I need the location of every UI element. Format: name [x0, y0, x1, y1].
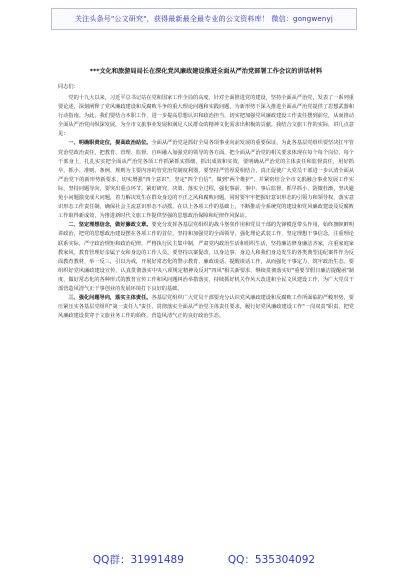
paragraph: [58, 139, 354, 221]
header-banner: 关注头条号"公文研究"，获得最新最全最专业的公文资料库！ 微信：gongwenyj: [51, 8, 357, 30]
document-page: [58, 38, 354, 526]
footer: [0, 552, 408, 572]
paragraph-heading: 一、明确职责定位，提高政治站位。: [68, 140, 152, 147]
paragraph: [58, 221, 354, 294]
paragraph-text: 党的十九大以来，习近平总书记站在党和国家工作全局的高度，针对全面推进党的建设，坚持全面从严治党，发表了一系列重要论述，深刻阐释了党风廉政建设和反腐败斗争的重大理论问题和实践问题，为新形势下深入推进全面从严治党提供了思想武器和行动指南。为此，我们要结合本职工作，进一步提高思想认识和政治担当，切实把加强党风廉政建设工作责任摆到前位，从而推动全面从严治党向纵深发展，为全市文旅事业发展和满足人民群众的精神文化需求出积极的贡献。我结合文旅工作的实际，讲几点意见：: [58, 95, 354, 138]
paragraph-text: 全面从严治党是抓好全局各项事业向前发展的重要保证，为此各基层党组织要坚决扛牢管党治党政治责任，把教育、管理、监督、自纠融入加强党的领导的各方面，把全面从严治党的相关要求体现在每个每个岗位、每个干部身上，扎扎实实把全面从严治党各项工作抓紧抓实抓细，抓出成效和实效，要明确从严治党的主体责任和监督责任，用好抓早、抓小、准则、条例、规则为主要内容的管党治党制度利器，要坚持严管厚爱相结合，真正促使广大党员干部进一步认清全面从严治党下的新形势新要求，切实增强"四个意识"，坚定"四个自信"，做到"两个维护"，并紧密结合全市文旅融合事业发展工作实际，坚持问题导向，要突出重点环节，紧盯研究、决策、落实全过程，强化事前、事中、事后监督，抓早抓小、防微杜渐，坚决避免小问题演变成大问题，着力解决发生在群众身边的不正之风和腐败问题，同时要牢牢把握好意识形态的引领力和领导权，落实意识形态工作责任制，确保社会主流意识形态不动摇。在以上各项工作的基础上，不断推动全系统党的建设和党风廉政建设及反腐败工作取得新成效，为推进新时代文旅工作提供坚强的思想政治保障和纪律作风保证。: [58, 140, 354, 220]
paragraph: [58, 94, 354, 139]
footer-qq-group: QQ群：31991489: [92, 554, 184, 566]
document-title: ***文化和旅游局局长在深化党风廉政建设推进全面从严治党部署工作会议的讲话材料: [89, 68, 323, 75]
paragraph-text: 各基层党组织广大党员干部要充分认识党风廉政建设和反腐败工作所面临的严峻形势，要压紧压实各基层党组织"第一责任人"责任，贯彻落实全面从严治党主体责任要求，履行好党风廉政建设工作"一岗双责"职责，把党风廉政建设贯穿于文旅业务工作的始终，营造风清气正的良好政治生态。: [58, 295, 354, 320]
document-body: [58, 94, 354, 321]
paragraph: [58, 294, 354, 321]
paragraph-text: 要充分发挥各基层党组织的战斗堡垒作用和党员干部的先锋模范带头作用，始终旗帜鲜明讲政治，把党的思想政治建设摆在各项工作的首位，坚持和加强党的全面领导，强化理论武装工作，坚定理想干事信念，注重理论联系实际，严守政治规矩和政治纪律，严格执行民主集中制，严肃党内政治生活和组织生活，坚持廉洁修身廉洁齐家，注重家庭家教家风，教育管理好亲属子女和身边的工作人员。要坚持以案促改，以身边事、身边人和我们身边发生的各类典型违纪案件作为反面教育教材，举一反三，引以为戒，开展好常态化的警示教育、廉政谈话、提醒谈话工作，从而强化干事定力，筑牢政治生态。要组织好党风廉政建设宣传，认真贯彻落实中央八项规定精神及反对"四风"相关新要求，继续贯彻落实好"重要节假日廉洁提醒函"制度，做好常态化的各种形式的教育宣传工作和风问题纠治举措落实，持续抓好机关作风大改进和全民文风建设工作，为广大党员干部营造风清气正干事创业的发展环境打下良好的基础。: [58, 222, 354, 292]
paragraph-heading: 三、强化问题导向，落实主体责任。: [68, 295, 152, 302]
paragraph-heading: 二、坚定理想信念，做好廉政文章。: [68, 222, 152, 229]
footer-qq: QQ：535304092: [227, 554, 316, 566]
salutation: 同志们：: [58, 84, 79, 90]
